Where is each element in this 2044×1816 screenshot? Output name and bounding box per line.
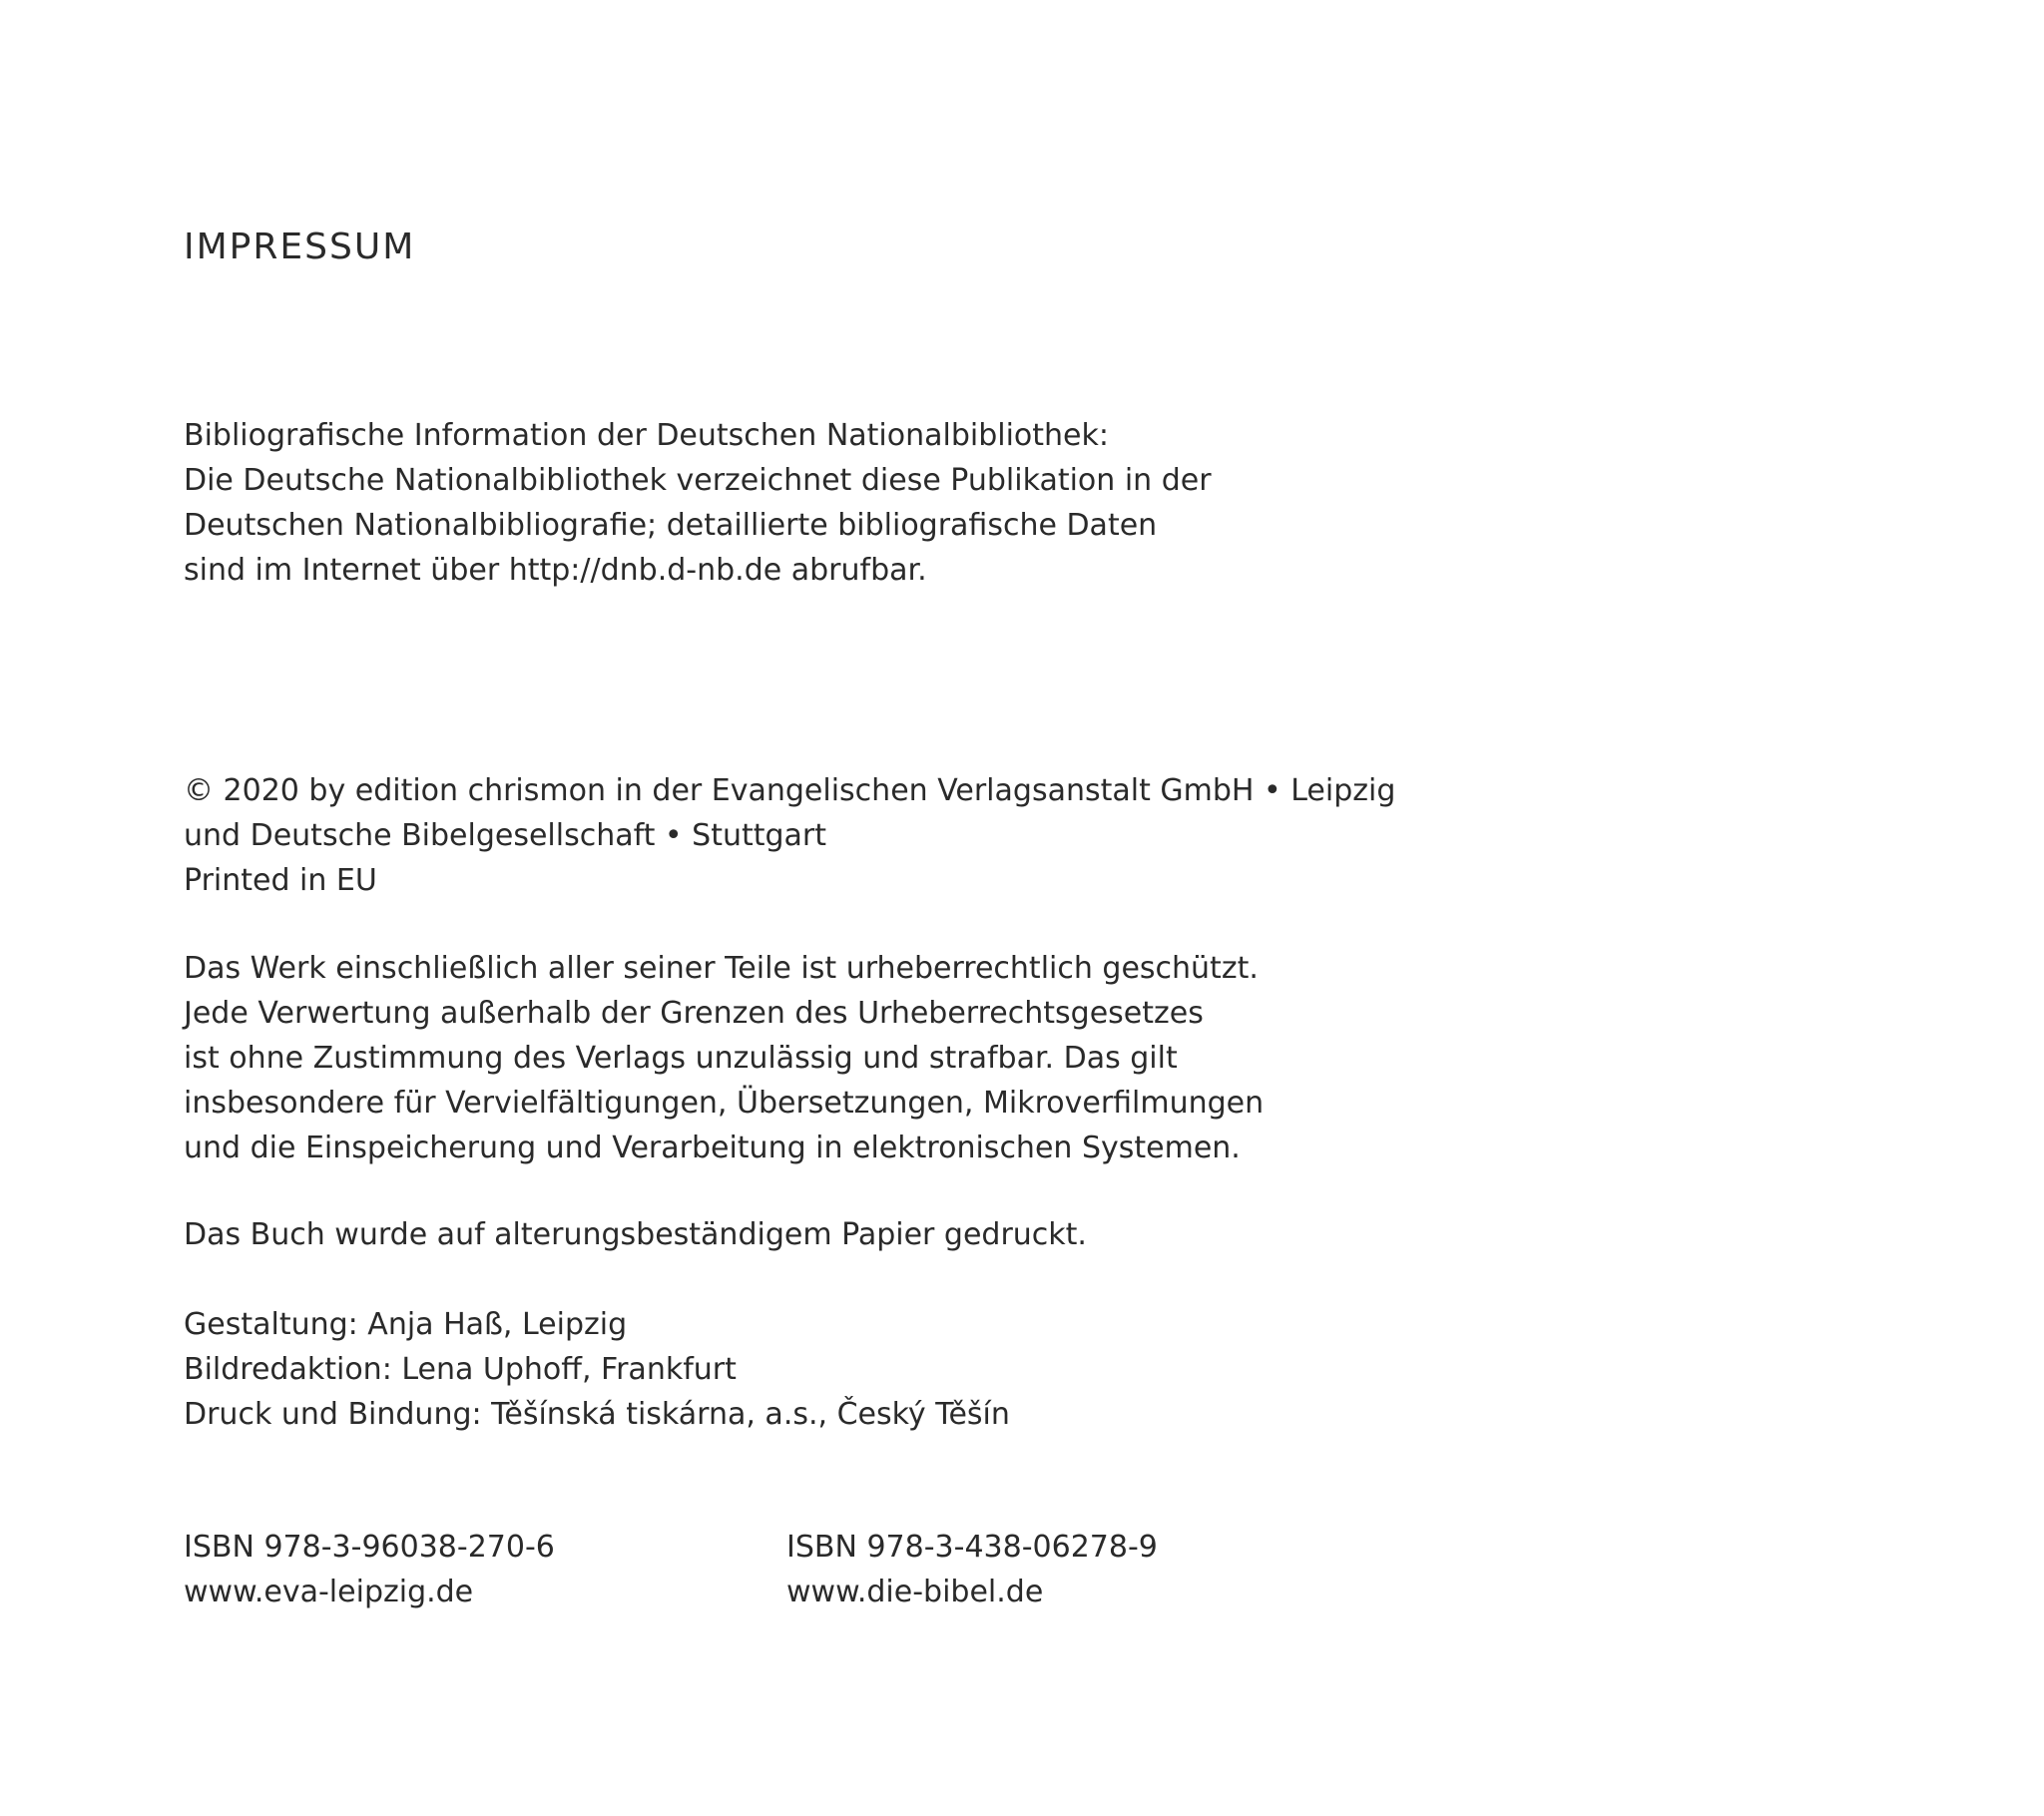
page-title: IMPRESSUM <box>184 227 416 267</box>
paper-notice <box>184 1212 1087 1257</box>
paper-line: Das Buch wurde auf alterungsbeständigem Papier gedruckt. <box>184 1217 1087 1252</box>
isbn-block-eva <box>184 1525 555 1614</box>
copyright-line: und Deutsche Bibelgesellschaft • Stuttgart <box>184 818 827 853</box>
rights-line: Jede Verwertung außerhalb der Grenzen des Urheberrechtsgesetzes <box>184 996 1204 1031</box>
isbn-number: ISBN 978-3-438-06278-9 <box>786 1530 1158 1565</box>
rights-line: und die Einspeicherung und Verarbeitung in elektronischen Systemen. <box>184 1131 1241 1165</box>
isbn-number: ISBN 978-3-96038-270-6 <box>184 1530 555 1565</box>
credit-design: Gestaltung: Anja Haß, Leipzig <box>184 1307 628 1342</box>
copyright-line: Printed in EU <box>184 863 377 898</box>
publisher-url: www.eva-leipzig.de <box>184 1575 474 1609</box>
biblio-line: Die Deutsche Nationalbibliothek verzeichnet diese Publikation in der <box>184 463 1212 498</box>
bibliographic-info <box>184 413 1212 593</box>
publisher-url: www.die-bibel.de <box>786 1575 1044 1609</box>
rights-notice <box>184 946 1264 1170</box>
rights-line: ist ohne Zustimmung des Verlags unzulässig und strafbar. Das gilt <box>184 1041 1178 1076</box>
copyright-notice <box>184 768 1395 903</box>
credits <box>184 1302 1010 1437</box>
rights-line: Das Werk einschließlich aller seiner Teile ist urheberrechtlich geschützt. <box>184 951 1259 986</box>
copyright-line: © 2020 by edition chrismon in der Evangelischen Verlagsanstalt GmbH • Leipzig <box>184 773 1396 808</box>
credit-printing: Druck und Bindung: Těšínská tiskárna, a.s., Český Těšín <box>184 1397 1010 1432</box>
biblio-line: Deutschen Nationalbibliografie; detaillierte bibliografische Daten <box>184 508 1158 543</box>
biblio-line: Bibliografische Information der Deutschen Nationalbibliothek: <box>184 418 1109 453</box>
rights-line: insbesondere für Vervielfältigungen, Übersetzungen, Mikroverfilmungen <box>184 1086 1265 1121</box>
isbn-block-bibel <box>786 1525 1158 1614</box>
credit-picture-editing: Bildredaktion: Lena Uphoff, Frankfurt <box>184 1352 737 1387</box>
biblio-line: sind im Internet über http://dnb.d-nb.de abrufbar. <box>184 553 927 588</box>
